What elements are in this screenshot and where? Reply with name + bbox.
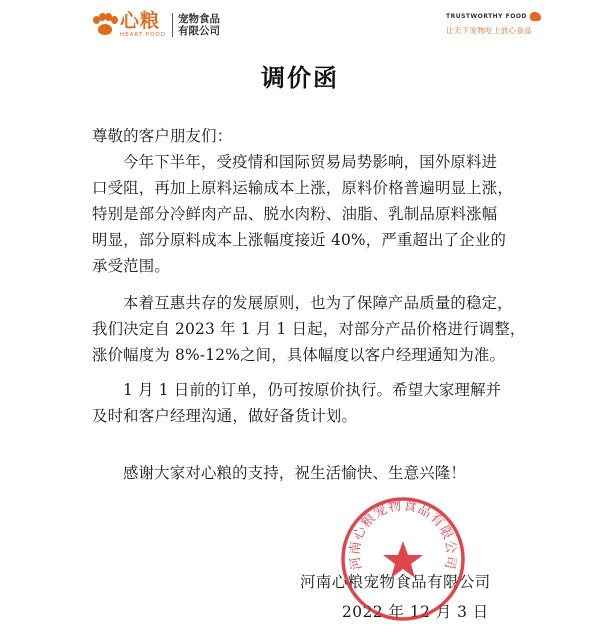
- body-line-9: 1 月 1 日前的订单，仍可按原价执行。希望大家理解并: [123, 381, 502, 399]
- company-seal: [339, 495, 467, 623]
- salutation: 尊敬的客户朋友们：: [92, 127, 233, 145]
- brand-name: 心粮: [120, 10, 161, 32]
- closing-line: 感谢大家对心粮的支持，祝生活愉快、生意兴隆！: [123, 464, 466, 482]
- company-logo: [92, 12, 220, 39]
- body-line-6: 本着互惠共存的发展原则，也为了保障产品质量的稳定，: [123, 294, 513, 312]
- page-title: 调价函: [261, 63, 339, 92]
- seal-star-icon: [383, 541, 423, 578]
- body-line-4: 明显，部分原料成本上涨幅度接近 40%，严重超出了企业的: [92, 231, 507, 249]
- company-name-line2: 有限公司: [177, 25, 220, 38]
- trustworthy-label: TRUSTWORTHY FOOD: [446, 13, 527, 20]
- body-line-2: 口受阻，再加上原料运输成本上涨，原料价格普遍明显上涨，: [92, 179, 513, 197]
- paw-icon: [92, 13, 118, 37]
- slogan-block: [446, 12, 566, 36]
- body-line-8: 涨价幅度为 8%-12%之间，具体幅度以客户经理通知为准。: [92, 346, 506, 364]
- body-line-5: 承受范围。: [92, 257, 170, 275]
- logo-divider: [172, 13, 173, 37]
- dog-icon: [530, 12, 541, 21]
- seal-text: 河南心粮宠物食品有限公司: [347, 498, 459, 572]
- body-line-3: 特别是部分冷鲜肉产品、脱水肉粉、油脂、乳制品原料涨幅: [92, 205, 498, 223]
- brand-english: HEART FOOD: [120, 32, 166, 38]
- signature-company: 河南心粮宠物食品有限公司: [300, 573, 491, 591]
- body-line-10: 及时和客户经理沟通，做好备货计划。: [92, 407, 358, 425]
- slogan-text: 让天下宠物吃上放心食品: [446, 26, 532, 35]
- body-line-1: 今年下半年，受疫情和国际贸易局势影响，国外原料进: [123, 153, 498, 171]
- signature-date: 2022 年 12 月 3 日: [342, 603, 489, 621]
- body-line-7: 我们决定自 2023 年 1 月 1 日起，对部分产品价格进行调整，: [92, 320, 526, 338]
- company-name-line1: 宠物食品: [177, 13, 220, 26]
